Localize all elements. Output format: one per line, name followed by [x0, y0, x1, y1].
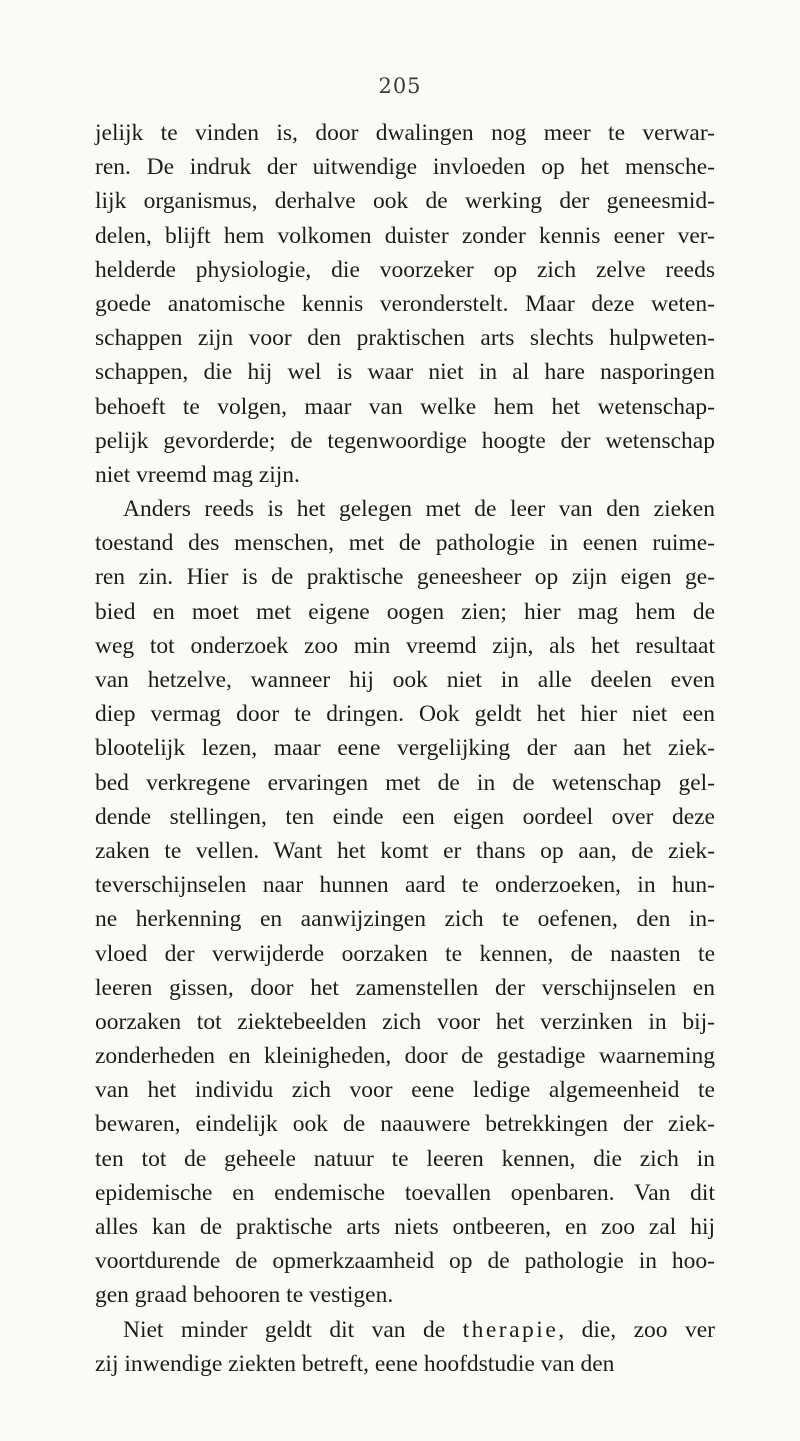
text-line: zonderheden en kleinigheden, door de gestadige waarneming — [95, 1043, 715, 1070]
text-line: ren. De indruk der uitwendige invloeden op het mensche- — [95, 154, 715, 181]
text-line: leeren gissen, door het zamenstellen der verschijnselen en — [95, 974, 715, 1001]
text-line: van hetzelve, wanneer hij ook niet in alle deelen even — [95, 667, 715, 693]
text-line-therapy — [95, 1313, 715, 1347]
text-line: niet vreemd mag zijn. — [95, 461, 300, 488]
text-line: voortdurende de opmerkzaamheid op de pathologie in hoo- — [95, 1248, 715, 1275]
therapy-term: therapie — [462, 1316, 559, 1343]
text-line: teverschijnselen naar hunnen aard te onderzoeken, in hun- — [95, 872, 715, 899]
text-line: schappen, die hij wel is waar niet in al hare nasporingen — [95, 359, 715, 386]
text-line: epidemische en endemische toevallen openbaren. Van dit — [95, 1179, 715, 1206]
text-line: zaken te vellen. Want het komt er thans op aan, de ziek- — [95, 837, 715, 864]
text-line: bed verkregene ervaringen met de in de wetenschap gel- — [95, 769, 715, 796]
text-line: ren zin. Hier is de praktische geneesheer op zijn eigen ge- — [95, 564, 715, 591]
text-line: bied en moet met eigene oogen zien; hier mag hem de — [95, 598, 715, 625]
text-line: goede anatomische kennis veronderstelt. Maar deze weten- — [95, 290, 715, 317]
text-line: dende stellingen, ten einde een eigen oordeel over deze — [95, 803, 715, 830]
text-line: blootelijk lezen, maar eene vergelijking der aan het ziek- — [95, 735, 715, 762]
text-line: oorzaken tot ziektebeelden zich voor het verzinken in bij- — [95, 1008, 715, 1035]
text-line: van het individu zich voor eene ledige algemeenheid te — [95, 1077, 715, 1104]
text-line: delen, blijft hem volkomen duister zonder kennis eener ver- — [95, 222, 715, 249]
text-line: alles kan de praktische arts niets ontbeeren, en zoo zal hij — [95, 1214, 715, 1240]
text-line: schappen zijn voor den praktischen arts slechts hulpweten- — [95, 325, 715, 352]
text-line: pelijk gevorderde; de tegenwoordige hoogte der wetenschap — [95, 427, 715, 454]
text-line: toestand des menschen, met de pathologie in eenen ruime- — [95, 530, 715, 557]
page-number: 205 — [378, 74, 422, 98]
text-line: vloed der verwijderde oorzaken te kennen, de naasten te — [95, 940, 715, 967]
text-line: ne herkenning en aanwijzingen zich te oefenen, den in- — [95, 906, 715, 933]
text-line: lijk organismus, derhalve ook de werking der geneesmid- — [95, 188, 715, 215]
text-line: Anders reeds is het gelegen met de leer van den zieken — [123, 496, 715, 523]
text-line-final: zij inwendige ziekten betreft, eene hoofdstudie van den — [95, 1350, 615, 1377]
text-line: gen graad behooren te vestigen. — [95, 1282, 394, 1309]
text-line: bewaren, eindelijk ook de naauwere betrekkingen der ziek- — [95, 1111, 715, 1138]
therapy-after: , die, zoo ver — [558, 1316, 715, 1343]
body-text — [95, 116, 715, 1381]
text-line: behoeft te volgen, maar van welke hem het wetenschap- — [95, 393, 715, 420]
text-line: weg tot onderzoek zoo min vreemd zijn, als het resultaat — [95, 632, 715, 659]
text-line: diep vermag door te dringen. Ook geldt het hier niet een — [95, 701, 715, 728]
therapy-before: Niet minder geldt dit van de — [123, 1316, 463, 1343]
text-line: jelijk te vinden is, door dwalingen nog meer te verwar- — [95, 120, 715, 146]
text-line: ten tot de geheele natuur te leeren kennen, die zich in — [95, 1145, 715, 1172]
text-line: helderde physiologie, die voorzeker op zich zelve reeds — [95, 256, 715, 283]
